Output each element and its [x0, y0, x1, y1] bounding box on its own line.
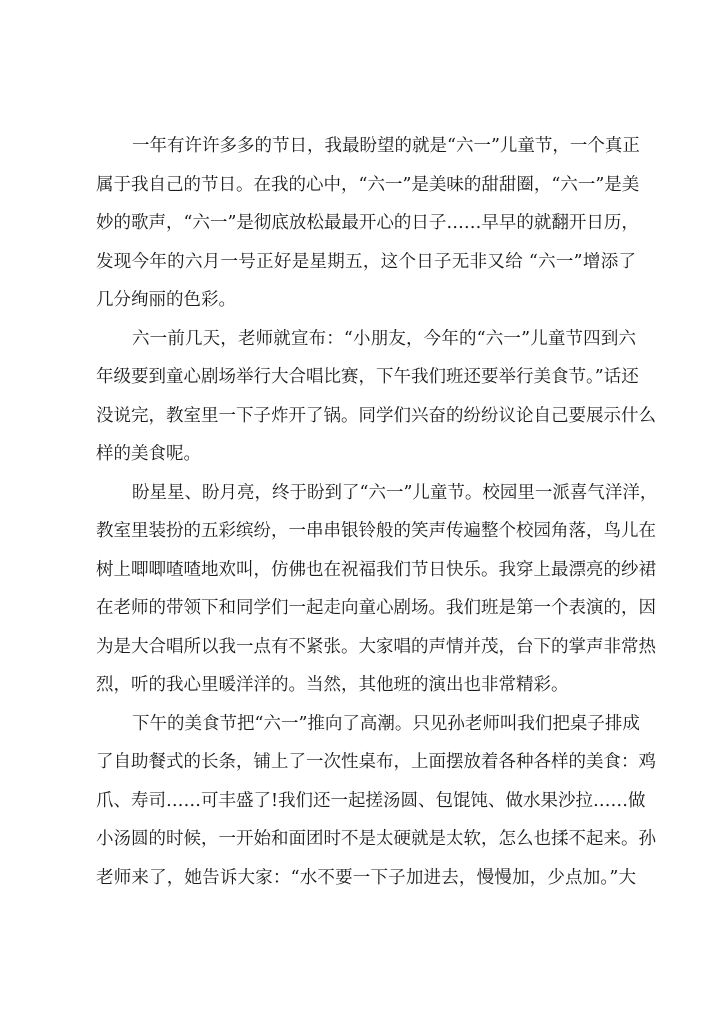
- paragraph-3-line-3: 树上唧唧喳喳地欢叫，仿佛也在祝福我们节日快乐。我穿上最漂亮的纱裙: [96, 559, 656, 580]
- paragraph-2-line-3: 没说完，教室里一下子炸开了锅。同学们兴奋的纷纷议论自己要展示什么: [96, 405, 656, 426]
- paragraph-1-line-1: 一年有许许多多的节日，我最盼望的就是“六一”儿童节，一个真正: [132, 136, 640, 156]
- document-body: [96, 131, 658, 901]
- paragraph-3-line-1: 盼星星、盼月亮，终于盼到了“六一”儿童节。校园里一派喜气洋洋，: [132, 482, 658, 503]
- paragraph-3-line-2: 教室里装扮的五彩缤纷，一串串银铃般的笑声传遍整个校园角落，鸟儿在: [96, 521, 656, 541]
- paragraph-2-line-1: 六一前几天，老师就宣布：“小朋友，今年的“六一”儿童节四到六: [132, 328, 636, 349]
- paragraph-4-line-1: 下午的美食节把“六一”推向了高潮。只见孙老师叫我们把桌子排成: [132, 713, 640, 734]
- paragraph-3-line-6: 烈，听的我心里暖洋洋的。当然，其他班的演出也非常精彩。: [96, 675, 569, 695]
- paragraph-4-line-4: 小汤圆的时候，一开始和面团时不是太硬就是太软，怎么也揉不起来。孙: [96, 829, 656, 849]
- paragraph-1-line-3: 妙的歌声，“六一”是彻底放松最最开心的日子……早早的就翻开日历，: [96, 213, 639, 233]
- paragraph-3-line-4: 在老师的带领下和同学们一起走向童心剧场。我们班是第一个表演的，因: [96, 598, 656, 618]
- paragraph-4-line-3: 爪、寿司……可丰盛了!我们还一起搓汤圆、包馄饨、做水果沙拉……做: [96, 790, 646, 811]
- paragraph-4-line-2: 了自助餐式的长条，铺上了一次性桌布，上面摆放着各种各样的美食：鸡: [96, 752, 656, 772]
- paragraph-2-line-4: 样的美食呢。: [96, 444, 201, 464]
- paragraph-2-line-2: 年级要到童心剧场举行大合唱比赛，下午我们班还要举行美食节。”话还: [96, 367, 639, 387]
- paragraph-3-line-5: 为是大合唱所以我一点有不紧张。大家唱的声情并茂，台下的掌声非常热: [96, 636, 656, 657]
- paragraph-1-line-2: 属于我自己的节日。在我的心中，“六一”是美味的甜甜圈，“六一”是美: [96, 174, 640, 195]
- paragraph-1-line-4: 发现今年的六月一号正好是星期五，这个日子无非又给 “六一”增添了: [96, 251, 636, 272]
- paragraph-1-line-5: 几分绚丽的色彩。: [96, 290, 236, 310]
- paragraph-4-line-5: 老师来了，她告诉大家：“水不要一下子加进去，慢慢加，少点加。”大: [96, 867, 636, 888]
